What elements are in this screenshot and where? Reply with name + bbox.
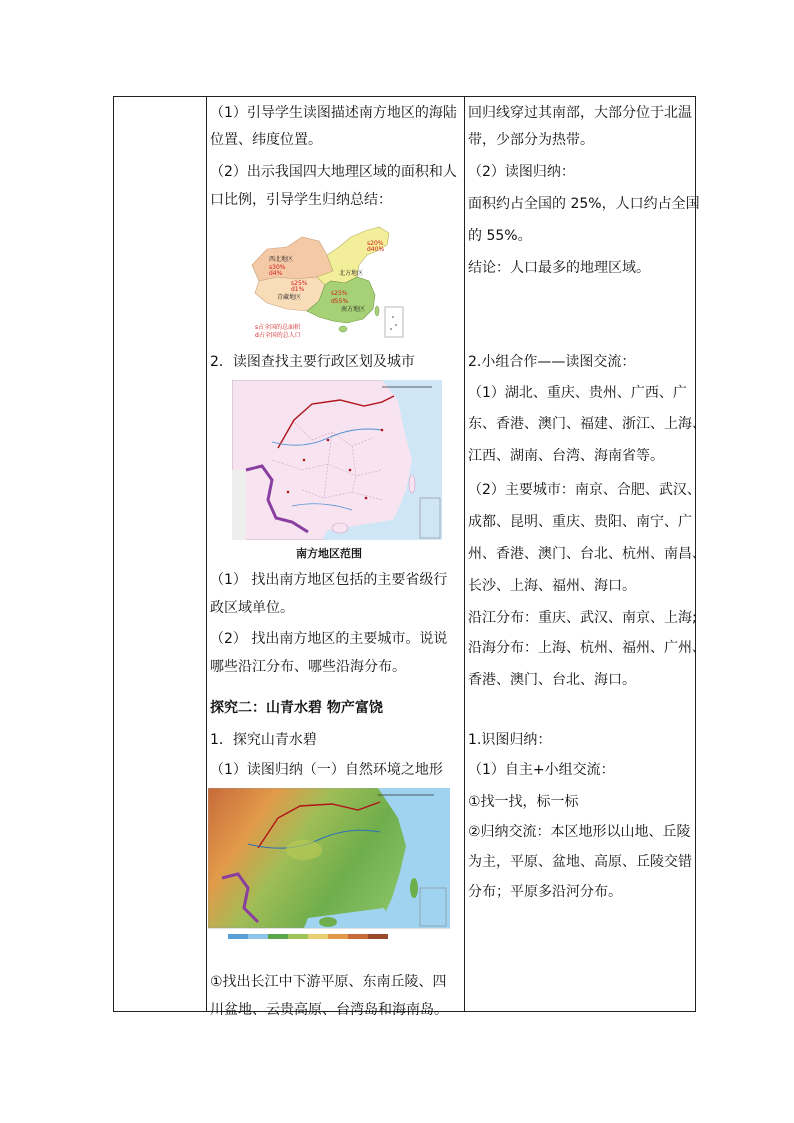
sub-item-1: （1）读图归纳（一）自然环境之地形: [210, 762, 443, 778]
item-2-title: 2．读图查找主要行政区划及城市: [210, 354, 415, 370]
stat-south-s: s25%: [331, 290, 348, 297]
paragraph-1-line-2: 位置、纬度位置。: [210, 132, 322, 148]
provinces-line-3: 江西、湖南、台湾、海南省等。: [468, 448, 664, 464]
summary-line-1: ②归纳交流：本区地形以山地、丘陵: [468, 824, 691, 840]
southern-region-political-map: [232, 380, 442, 540]
south-sea-inset: [385, 307, 403, 337]
legend-d: d占全国的总人口: [255, 332, 301, 339]
lesson-table: [113, 96, 706, 1018]
taiwan-island: [375, 306, 379, 316]
stat-northwest-d: d4%: [269, 270, 283, 277]
conclusion: 结论：人口最多的地理区域。: [468, 260, 650, 276]
southern-region-terrain-map: [208, 788, 450, 948]
coastal-cities-line-1: 沿海分布：上海、杭州、福州、广州、: [468, 640, 706, 656]
cities-line-3: 州、香港、澳门、台北、杭州、南昌、: [468, 546, 706, 562]
question-3-line-2: 川盆地、云贵高原、台湾岛和海南岛。: [210, 1002, 448, 1018]
question-3-line-1: ①找出长江中下游平原、东南丘陵、四: [210, 974, 447, 990]
stat-qingzang-s: s25%: [291, 280, 308, 287]
answer-1-line-1: 回归线穿过其南部，大部分位于北温: [468, 105, 692, 121]
answer-3-line-2: 的 55%。: [468, 228, 532, 244]
paragraph-2-line-2: 口比例，引导学生归纳总结：: [210, 192, 392, 208]
cities-line-4: 长沙、上海、福州、海口。: [468, 578, 636, 594]
provinces-line-2: 东、香港、澳门、福建、浙江、上海、: [468, 416, 706, 432]
group-work-title: 2.小组合作——读图交流：: [468, 354, 636, 370]
four-regions-map: [247, 225, 407, 341]
student-activity-column: [464, 97, 706, 1011]
figure-2-caption: 南方地区范围: [296, 547, 362, 560]
find-and-mark: ①找一找，标一标: [468, 794, 579, 810]
label-northwest: 西北地区: [269, 256, 294, 263]
self-study-group: （1）自主+小组交流：: [468, 762, 615, 778]
answer-1-line-2: 带，少部分为热带。: [468, 132, 594, 148]
stat-north-d: d40%: [367, 246, 385, 253]
stat-qingzang-d: d1%: [291, 286, 305, 293]
label-qingzang: 青藏地区: [277, 294, 302, 301]
coastal-cities-line-2: 香港、澳门、台北、海口。: [468, 672, 636, 688]
item-1-title: 1．探究山青水碧: [210, 732, 317, 748]
stat-north-s: s20%: [367, 240, 384, 247]
question-2-line-1: （2） 找出南方地区的主要城市。说说: [210, 631, 448, 647]
map-reading-title: 1.识图归纳：: [468, 732, 552, 748]
summary-line-2: 为主，平原、盆地、高原、丘陵交错: [468, 854, 692, 870]
question-2-line-2: 哪些沿江分布、哪些沿海分布。: [210, 659, 406, 675]
hainan-island: [339, 326, 347, 332]
paragraph-2-line-1: （2）出示我国四大地理区域的面积和人: [210, 164, 457, 180]
answer-2: （2）读图归纳：: [468, 164, 575, 180]
stat-northwest-s: s30%: [269, 264, 286, 271]
along-river-cities: 沿江分布：重庆、武汉、南京、上海;: [468, 610, 697, 626]
legend-s: s占全国的总面积: [255, 324, 301, 331]
cities-line-2: 成都、昆明、重庆、贵阳、南宁、广: [468, 514, 692, 530]
teacher-activity-column: [206, 97, 460, 1018]
stat-south-d: d55%: [331, 298, 349, 305]
heading-inquiry-2: 探究二：山青水碧 物产富饶: [210, 700, 383, 716]
question-1-line-1: （1） 找出南方地区包括的主要省级行: [210, 572, 448, 588]
summary-line-3: 分布；平原多沿河分布。: [468, 884, 622, 900]
question-1-line-2: 政区域单位。: [210, 600, 294, 616]
provinces-line-1: （1）湖北、重庆、贵州、广西、广: [468, 385, 687, 401]
answer-3-line-1: 面积约占全国的 25%，人口约占全国: [468, 196, 700, 212]
label-south: 南方地区: [341, 306, 366, 313]
paragraph-1-line-1: （1）引导学生读图描述南方地区的海陆: [210, 105, 457, 121]
label-north: 北方地区: [339, 270, 364, 277]
cities-line-1: （2）主要城市：南京、合肥、武汉、: [468, 482, 701, 498]
